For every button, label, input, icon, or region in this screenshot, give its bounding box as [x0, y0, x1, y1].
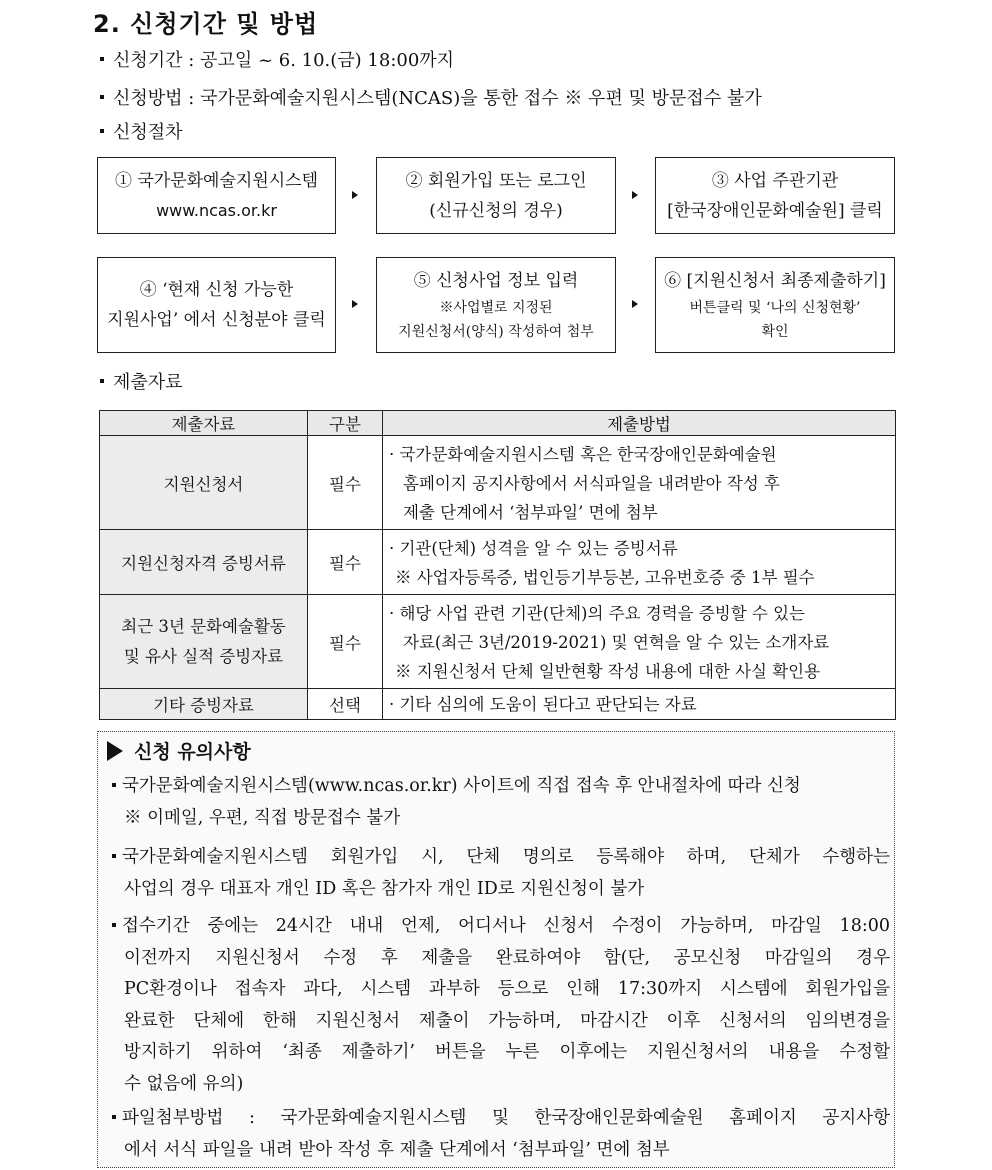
step-2: ② 회원가입 또는 로그인 (신규신청의 경우) — [376, 157, 616, 234]
doc-type: 선택 — [308, 689, 383, 720]
docs-label: 제출자료 — [100, 368, 183, 394]
header-cell: 구분 — [308, 411, 383, 436]
notice-title: 신청 유의사항 — [134, 741, 251, 763]
doc-name: 지원신청자격 증빙서류 — [100, 530, 308, 595]
arrow-right-icon — [352, 300, 358, 308]
table-row — [100, 436, 896, 530]
doc-method: · 기타 심의에 도움이 된다고 판단되는 자료 — [383, 689, 896, 720]
arrow-right-icon — [632, 300, 638, 308]
table-row — [100, 595, 896, 689]
doc-name: 기타 증빙자료 — [100, 689, 308, 720]
header-cell: 제출방법 — [383, 411, 896, 436]
notice-item-3: 접수기간 중에는 24시간 내내 언제, 어디서나 신청서 수정이 가능하며, 마감일 18:00 이전까지 지원신청서 수정 후 제출을 완료하여야 함(단, 공모신청 마감일의 경우 PC환경이나 접속자 과다, 시스템 과부하 등으로 인해 17:30까지 시스템에 회원가입을 완료한 단체에 한해 지원신청서 제출이 가능하며, 마감시간 이후 신청서의 임의변경을 방지하기 위하여 ‘최종 제출하기’ 버튼을 누른 이후에는 지원신청서의 내용을 수정할 수 없음에 유의) — [112, 911, 890, 1100]
step-3: ③ 사업 주관기관 [한국장애인문화예술원] 클릭 — [655, 157, 895, 234]
doc-name: 최근 3년 문화예술활동 및 유사 실적 증빙자료 — [100, 595, 308, 689]
method-line — [100, 84, 762, 110]
arrow-right-icon — [352, 191, 358, 199]
step-5: ⑤ 신청사업 정보 입력 ※사업별로 지정된 지원신청서(양식) 작성하여 첨부 — [376, 257, 616, 353]
notice-item-2: 국가문화예술지원시스템 회원가입 시, 단체 명의로 등록해야 하며, 단체가 수행하는 사업의 경우 대표자 개인 ID 혹은 참가자 개인 ID로 지원신청이 불가 — [112, 842, 890, 905]
procedure-label: 신청절차 — [100, 118, 183, 144]
doc-method: · 해당 사업 관련 기관(단체)의 주요 경력을 증빙할 수 있는 자료(최근 3년/2019-2021) 및 연혁을 알 수 있는 소개자료 ※ 지원신청서 단체 일반현황 작성 내용에 대한 사실 확인용 — [383, 595, 896, 689]
period-line — [100, 46, 454, 72]
period-text: 신청기간 : 공고일 ~ 6. 10.(금) 18:00까지 — [113, 50, 455, 71]
notice-item-1: 국가문화예술지원시스템(www.ncas.or.kr) 사이트에 직접 접속 후 안내절차에 따라 신청 ※ 이메일, 우편, 직접 방문접수 불가 — [112, 771, 890, 834]
doc-method: · 국가문화예술지원시스템 혹은 한국장애인문화예술원 홈페이지 공지사항에서 서식파일을 내려받아 작성 후 제출 단계에서 ‘첨부파일’ 면에 첨부 — [383, 436, 896, 530]
step-1: ① 국가문화예술지원시스템 www.ncas.or.kr — [97, 157, 336, 234]
table-header-row — [100, 411, 896, 436]
doc-type: 필수 — [308, 595, 383, 689]
arrow-right-icon — [632, 191, 638, 199]
doc-type: 필수 — [308, 530, 383, 595]
table-row — [100, 689, 896, 720]
documents-table — [99, 410, 896, 720]
doc-type: 필수 — [308, 436, 383, 530]
doc-method: · 기관(단체) 성격을 알 수 있는 증빙서류 ※ 사업자등록증, 법인등기부등본, 고유번호증 중 1부 필수 — [383, 530, 896, 595]
step-4: ④ ‘현재 신청 가능한 지원사업’ 에서 신청분야 클릭 — [97, 257, 336, 353]
doc-name: 지원신청서 — [100, 436, 308, 530]
triangle-right-icon — [107, 741, 123, 761]
notice-item-4: 파일첨부방법 : 국가문화예술지원시스템 및 한국장애인문화예술원 홈페이지 공지사항 에서 서식 파일을 내려 받아 작성 후 제출 단계에서 ‘첨부파일’ 면에 첨부 — [112, 1103, 890, 1166]
header-cell: 제출자료 — [100, 411, 308, 436]
table-row — [100, 530, 896, 595]
step-6: ⑥ [지원신청서 최종제출하기] 버튼클릭 및 ‘나의 신청현황’ 확인 — [655, 257, 895, 353]
section-title: 2. 신청기간 및 방법 — [93, 10, 319, 38]
method-text: 신청방법 : 국가문화예술지원시스템(NCAS)을 통한 접수 ※ 우편 및 방문접수 불가 — [113, 88, 762, 109]
